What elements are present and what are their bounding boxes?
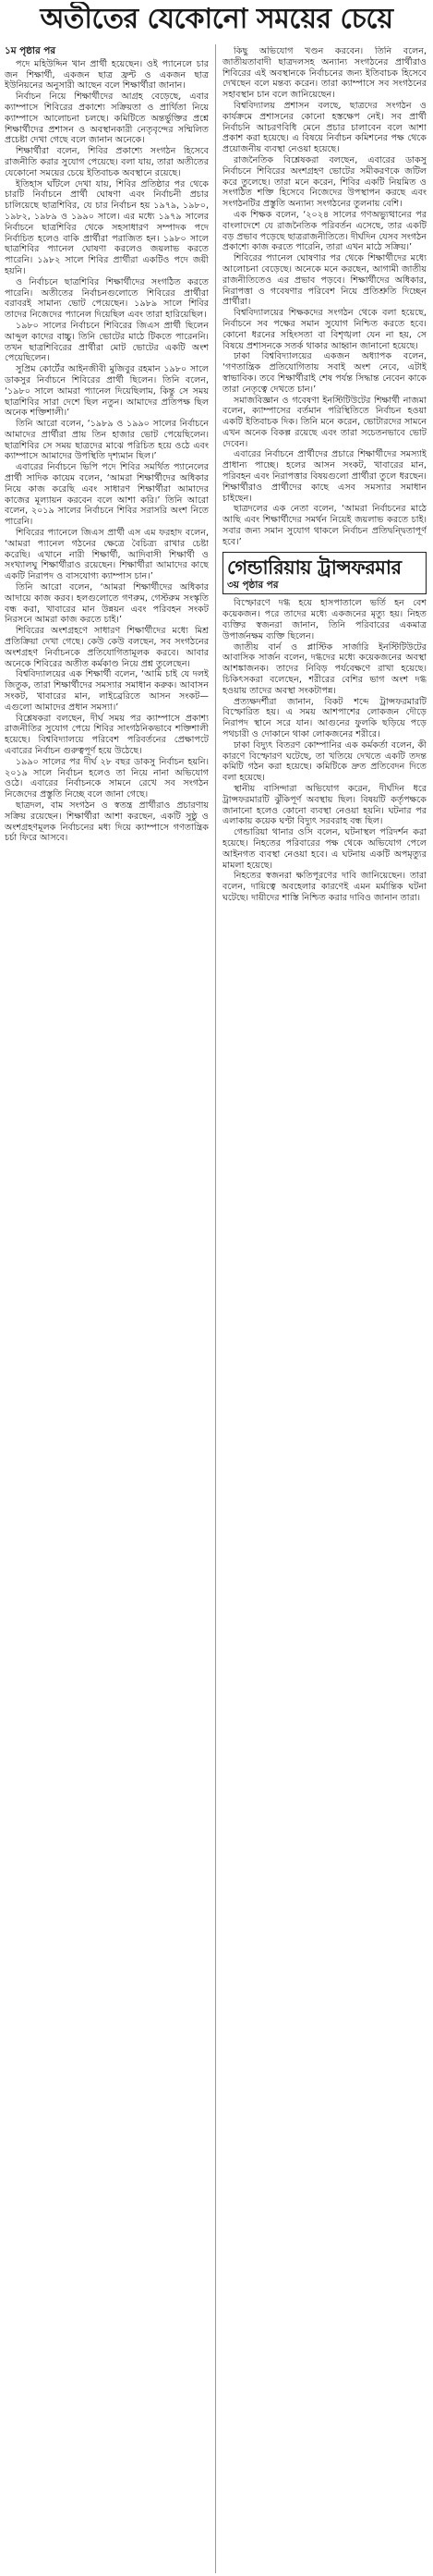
paragraph: ইতিহাস ঘাঁটলে দেখা যায়, শিবির প্রতিষ্ঠার পর থেকে চারটি নির্বাচনে প্রার্থী ঘোষণা এবং নির্বাচনী প্রচার চালিয়েছে ছাত্রশিবির, যে চার নির্বাচন হয় ১৯৭৯, ১৯৮০, ১৯৮২, ১৯৮৯ ও ১৯৯০ সালে। এর মধ্যে ১৯৭৯ সালের নির্বাচনে ছাত্রশিবির থেকে সহসাধারণ সম্পাদক পদে নির্বাচিত হলেও বাকি প্রার্থীরা পরাজিত হন। ১৯৮০ সালে ছাত্রশিবির প্যানেল ঘোষণা করলেও জয়লাভ করতে পারেনি। ১৯৮২ সালে শিবির প্রার্থীরা একটিও পদে জয়ী হয়নি। (5, 178, 209, 276)
paragraph: ১৯৯০ সালের পর দীর্ঘ ২৮ বছর ডাকসু নির্বাচন হয়নি। ২০১৯ সালে নির্বাচন হলেও তা নিয়ে নানা অভিযোগ ওঠে। এবারের নির্বাচনকে সামনে রেখে সব সংগঠন নিজেদের প্রস্তুতি নিচ্ছে বলে জানা গেছে। (5, 756, 209, 800)
paragraph: বিশ্লেষকরা বলছেন, দীর্ঘ সময় পর ক্যাম্পাসে প্রকাশ্য রাজনীতির সুযোগ পেয়ে শিবির সাংগঠনিকভাবে শক্তিশালী হয়েছে। বিশ্ববিদ্যালয়ে পরিবেশ পরিবর্তনের প্রেক্ষাপটে এবারের নির্বাচন গুরুত্বপূর্ণ হয়ে উঠেছে। (5, 713, 209, 756)
left-column (5, 46, 209, 2571)
paragraph: এক শিক্ষক বলেন, ‘২০২৪ সালের গণঅভ্যুত্থানের পর বাংলাদেশে যে রাজনৈতিক পরিবর্তন এসেছে, তার একটি বড় প্রভাব পড়েছে ছাত্ররাজনীতিতে। দীর্ঘদিন যেসব সংগঠন প্রকাশ্যে কাজ করতে পারেনি, তারা এখন মাঠে সক্রিয়।’ (223, 209, 427, 253)
paragraph: বিশ্ববিদ্যালয় প্রশাসন বলছে, ছাত্রদের সংগঠন ও কার্যক্রমে প্রশাসনের কোনো হস্তক্ষেপ নেই। সব প্রার্থী নির্বাচনি আচরণবিধি মেনে প্রচার চালাবেন বলে আশা প্রকাশ করা হয়েছে। এ বিষয়ে নির্বাচন কমিশনের পক্ষ থেকে প্রয়োজনীয় ব্যবস্থা নেওয়া হয়েছে। (223, 100, 427, 155)
paragraph: শিক্ষার্থীরা বলেন, শিবির প্রকাশ্যে সংগঠন হিসেবে রাজনীতি করার সুযোগ পেয়েছে। বলা যায়, তারা অতীতের যেকোনো সময়ের চেয়ে ইতিবাচক অবস্থানে রয়েছে। (5, 146, 209, 178)
paragraph: জাতীয় বার্ন ও প্লাস্টিক সার্জারি ইনস্টিটিউটের আবাসিক সার্জন বলেন, দগ্ধদের মধ্যে কয়েকজনের অবস্থা আশঙ্কাজনক। তাদের নিবিড় পর্যবেক্ষণে রাখা হয়েছে। চিকিৎসকরা বলেছেন, শরীরের বেশির ভাগ অংশ দগ্ধ হওয়ায় তাদের অবস্থা সংকটাপন্ন। (223, 641, 427, 696)
paragraph: পদে মহিউদ্দিন খান প্রার্থী হয়েছেন। ওই প্যানেলে চার জন শিক্ষার্থী, একজন ছাত্র ফ্রন্ট ও একজন ছাত্র ইউনিয়নের অনুসারী আছেন বলে শিক্ষার্থীরা জানান। (5, 58, 209, 92)
headline: অতীতের যেকোনো সময়ের চেয়ে (40, 3, 393, 35)
paragraph: সুপ্রিম কোর্টের আইনজীবী মুজিবুর রহমান ১৯৮০ সালে ডাকসুর নির্বাচনে শিবিরের প্রার্থী ছিলেন। তিনি বলেন, ‘১৯৮০ সালে আমরা প্যানেল দিয়েছিলাম, কিন্তু সে সময় ছাত্রশিবির সারা দেশে ছিল নতুন। আমাদের প্রতিপক্ষ ছিল অনেক শক্তিশালী।’ (5, 364, 209, 419)
paragraph: স্থানীয় বাসিন্দারা অভিযোগ করেন, দীর্ঘদিন ধরে ট্রান্সফরমারটি ঝুঁকিপূর্ণ অবস্থায় ছিল। বিষয়টি কর্তৃপক্ষকে জানানো হলেও কোনো ব্যবস্থা নেওয়া হয়নি। ঘটনার পর এলাকায় কয়েক ঘণ্টা বিদ্যুৎ সরবরাহ বন্ধ ছিল। (223, 784, 427, 827)
story-headline: গেন্ডারিয়ায় ট্রান্সফরমার (227, 555, 402, 579)
paragraph: তিনি আরো বলেন, ‘আমরা শিক্ষার্থীদের অধিকার আদায়ে কাজ করব। হলগুলোতে গণরুম, গেস্টরুম সংস্কৃতি বন্ধ করা, খাবারের মান উন্নয়ন এবং পরিবহন সংকট নিরসনে আমরা কাজ করতে চাই।’ (5, 582, 209, 626)
paragraph: সমাজবিজ্ঞান ও গবেষণা ইনস্টিটিউটের শিক্ষার্থী নাজমা বলেন, ক্যাম্পাসের বর্তমান পরিস্থিতিতে নির্বাচন হওয়া একটি ইতিবাচক দিক। তিনি মনে করেন, ভোটারদের সামনে এখন অনেক বিকল্প রয়েছে এবং তারা সচেতনভাবে ভোট দেবেন। (223, 395, 427, 449)
paragraph: নিহতের স্বজনরা ক্ষতিপূরণের দাবি জানিয়েছেন। তারা বলেন, দায়িত্বে অবহেলার কারণেই এমন মর্মান্তিক ঘটনা ঘটেছে। দায়ীদের শাস্তি নিশ্চিত করার দাবিও জানান তারা। (223, 871, 427, 903)
paragraph: ১৯৮০ সালের নির্বাচনে শিবিরের জিএস প্রার্থী ছিলেন আব্দুল কাদের বাচ্চু। তিনি ভোটের মাঠে টিকতে পারেননি। তখন ছাত্রশিবিরের প্রার্থীরা মোট ভোটের একটি অংশ পেয়েছিলেন। (5, 320, 209, 364)
paragraph: এবারের নির্বাচনে ভিপি পদে শিবির সমর্থিত প্যানেলের প্রার্থী সাদিক কায়েম বলেন, ‘আমরা শিক্ষার্থীদের অধিকার নিয়ে কাজ করেছি এবং সাধারণ শিক্ষার্থীরা আমাদের কাজের মূল্যায়ন করবেন বলে আশা করি।’ তিনি আরো বলেন, ২০১৯ সালের নির্বাচনে শিবির সরাসরি অংশ নিতে পারেনি। (5, 462, 209, 528)
continuation-label: ১ম পৃষ্ঠার পর (5, 46, 56, 56)
paragraph: ছাত্রদলের এক নেতা বলেন, ‘আমরা নির্বাচনের মাঠে আছি এবং শিক্ষার্থীদের সমর্থন নিয়েই জয়লাভ করতে চাই। সবার জন্য সমান সুযোগ থাকলে নির্বাচন প্রতিদ্বন্দ্বিতাপূর্ণ হবে।’ (223, 504, 427, 547)
column-divider (215, 44, 216, 2573)
paragraph: শিবিরের প্যানেলে জিএস প্রার্থী এস এম ফরহাদ বলেন, ‘আমরা প্যানেল গঠনের ক্ষেত্রে বৈচিত্র্য রাখার চেষ্টা করেছি। এখানে নারী শিক্ষার্থী, আদিবাসী শিক্ষার্থী ও সংখ্যালঘু শিক্ষার্থীরাও রয়েছেন। শিক্ষার্থীরা আমাদের কাছে একটি নিরাপদ ও বাসযোগ্য ক্যাম্পাস চান।’ (5, 528, 209, 582)
paragraph: বিশ্ববিদ্যালয়ের শিক্ষকদের সংগঠন থেকে বলা হয়েছে, নির্বাচনে সব পক্ষের সমান সুযোগ নিশ্চিত করতে হবে। কোনো ধরনের সহিংসতা বা বিশৃঙ্খলা যেন না হয়, সে বিষয়ে প্রশাসনকে সতর্ক থাকার আহ্বান জানানো হয়েছে। (223, 308, 427, 351)
continuation-label: ৩য় পৃষ্ঠার পর (227, 579, 279, 591)
paragraph: রাজনৈতিক বিশ্লেষকরা বলছেন, এবারের ডাকসু নির্বাচনে শিবিরের অংশগ্রহণ ভোটের সমীকরণকে জটিল করে তুলেছে। তারা মনে করেন, শিবির একটি নিয়মিত ও সংগঠিত শক্তি হিসেবে নিজেদের উপস্থাপন করছে এবং সংগঠনটির প্রস্তুতি অন্যান্য সংগঠনের তুলনায় বেশি। (223, 154, 427, 210)
paragraph: শিবিরের প্যানেল ঘোষণার পর থেকে শিক্ষার্থীদের মধ্যে আলোচনা বেড়েছে। অনেকে মনে করছেন, আগামী জাতীয় রাজনীতিতেও এর প্রভাব পড়বে। শিক্ষার্থীদের অধিকার, নিরাপত্তা ও গবেষণার পরিবেশ নিয়ে প্রতিশ্রুতি দিচ্ছেন প্রার্থীরা। (223, 253, 427, 308)
paragraph: গেন্ডারিয়া থানার ওসি বলেন, ঘটনাস্থল পরিদর্শন করা হয়েছে। নিহতের পরিবারের পক্ষ থেকে অভিযোগ পেলে আইনগত ব্যবস্থা নেওয়া হবে। এ ঘটনায় একটি অপমৃত্যুর মামলা হয়েছে। (223, 827, 427, 871)
paragraph: এবারের নির্বাচনে প্রার্থীদের প্রচারে শিক্ষার্থীদের সমস্যাই প্রাধান্য পাচ্ছে। হলের আসন সংকট, খাবারের মান, পরিবহন এবং নিরাপত্তার বিষয়গুলো প্রার্থীরা তুলে ধরছেন। শিক্ষার্থীরাও প্রার্থীদের কাছে এসব সমস্যার সমাধান চাইছেন। (223, 449, 427, 504)
paragraph: ও নির্বাচনে ছাত্রশিবির শিক্ষার্থীদের সংগঠিত করতে পারেনি। অতীতের নির্বাচনগুলোতে শিবিরের প্রার্থীরা বরাবরই সামান্য ভোট পেয়েছেন। ১৯৮৯ সালে শিবির তাদের নিজেদের প্যানেল দিয়েছিল এবং তারা হারিয়েছিল। (5, 276, 209, 321)
right-column (223, 46, 427, 2571)
paragraph: বিস্ফোরণে দগ্ধ হয়ে হাসপাতালে ভর্তি হন বেশ কয়েকজন। পরে তাদের মধ্যে একজনের মৃত্যু হয়। নিহত ব্যক্তির স্বজনরা জানান, তিনি পরিবারের একমাত্র উপার্জনক্ষম ব্যক্তি ছিলেন। (223, 598, 427, 641)
paragraph: প্রত্যক্ষদর্শীরা জানান, বিকট শব্দে ট্রান্সফরমারটি বিস্ফোরিত হয়। এ সময় আশপাশের লোকজন দৌড়ে নিরাপদ স্থানে সরে যান। আগুনের ফুলকি ছড়িয়ে পড়ে পথচারী ও দোকানে থাকা লোকজনের শরীরে। (223, 696, 427, 740)
paragraph: নির্বাচন নিয়ে শিক্ষার্থীদের আগ্রহ বেড়েছে, এবার ক্যাম্পাসে শিবিরের প্রকাশ্যে সক্রিয়তা ও প্রার্থিতা নিয়ে ক্যাম্পাসে আলোচনা চলছে। কমিটিতে অন্তর্ভুক্তির প্রশ্নে শিক্ষার্থীদের প্রশাসন ও অবস্থানকারী নেতৃবৃন্দের সম্মিলিত প্রচেষ্টা দেখা গেছে বলে জানান অনেকে। (5, 92, 209, 146)
story-headline-box (223, 552, 427, 595)
paragraph: শিবিরের অংশগ্রহণে সাধারণ শিক্ষার্থীদের মধ্যে মিশ্র প্রতিক্রিয়া দেখা গেছে। কেউ কেউ বলছেন, সব সংগঠনের অংশগ্রহণ নির্বাচনকে প্রতিযোগিতামূলক করবে। আবার অনেকে শিবিরের অতীত কর্মকাণ্ড নিয়ে প্রশ্ন তুলেছেন। (5, 626, 209, 669)
paragraph: ঢাকা বিদ্যুৎ বিতরণ কোম্পানির এক কর্মকর্তা বলেন, কী কারণে বিস্ফোরণ ঘটেছে, তা খতিয়ে দেখতে একটি তদন্ত কমিটি গঠন করা হয়েছে। কমিটিকে দ্রুত প্রতিবেদন দিতে বলা হয়েছে। (223, 739, 427, 784)
paragraph: তিনি আরো বলেন, ‘১৯৮৯ ও ১৯৯০ সালের নির্বাচনে আমাদের প্রার্থীরা প্রায় তিন হাজার ভোট পেয়েছিলেন। ছাত্রশিবির সে সময় ছাত্রদের মাঝে পরিচিত হয়ে ওঠে এবং ক্যাম্পাসে আমাদের উপস্থিতি দৃশ্যমান ছিল।’ (5, 419, 209, 462)
paragraph: বিশ্ববিদ্যালয়ের এক শিক্ষার্থী বলেন, ‘আমি চাই যে দলই জিতুক, তারা শিক্ষার্থীদের সমস্যার সমাধান করুক। আবাসন সংকট, খাবারের মান, লাইব্রেরিতে আসন সংকট— এগুলো আমাদের প্রধান সমস্যা।’ (5, 669, 209, 713)
paragraph: ঢাকা বিশ্ববিদ্যালয়ের একজন অধ্যাপক বলেন, ‘গণতান্ত্রিক প্রতিযোগিতায় সবাই অংশ নেবে, এটাই স্বাভাবিক। তবে শিক্ষার্থীরাই শেষ পর্যন্ত সিদ্ধান্ত নেবেন কাকে তারা নেতৃত্বে দেখতে চান।’ (223, 351, 427, 395)
paragraph: কিছু অভিযোগ খণ্ডন করবেন। তিনি বলেন, জাতীয়তাবাদী ছাত্রদলসহ অন্যান্য সংগঠনের প্রার্থীরাও শিবিরের এই অবস্থানকে নির্বাচনের জন্য ইতিবাচক হিসেবে দেখছেন বলে মন্তব্য করেন। তারা ক্যাম্পাসে সব সংগঠনের সহাবস্থান চান বলে জানিয়েছেন। (223, 46, 427, 101)
paragraph: ছাত্রদল, বাম সংগঠন ও স্বতন্ত্র প্রার্থীরাও প্রচারণায় সক্রিয় রয়েছেন। শিক্ষার্থীরা আশা করছেন, একটি সুষ্ঠু ও অংশগ্রহণমূলক নির্বাচনের মধ্য দিয়ে ক্যাম্পাসে গণতান্ত্রিক চর্চা ফিরে আসবে। (5, 800, 209, 844)
